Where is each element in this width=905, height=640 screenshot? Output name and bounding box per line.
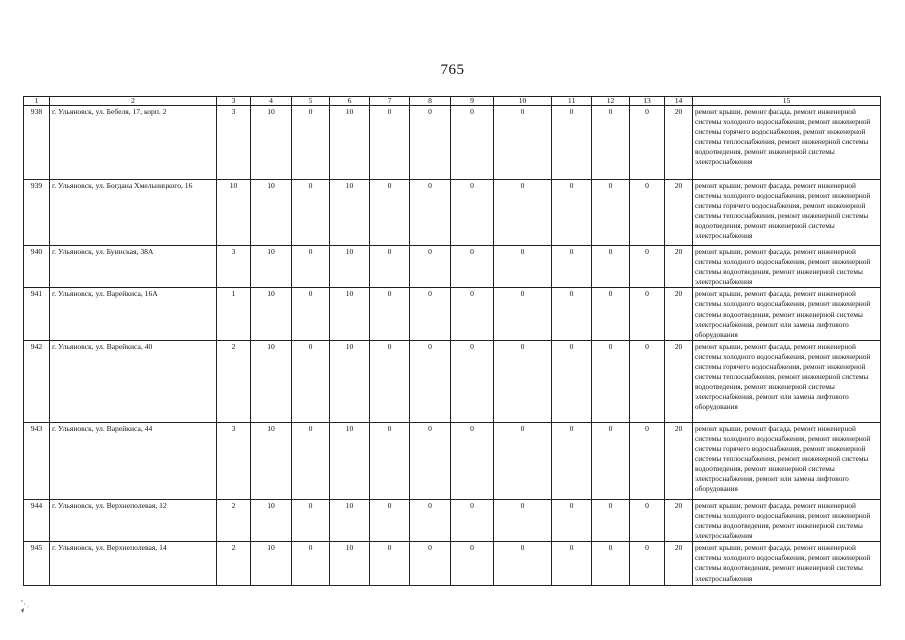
column-header: 6 — [330, 97, 370, 106]
table-row — [24, 288, 881, 340]
scan-speck-mark — [18, 598, 32, 616]
row-value: 0 — [410, 422, 451, 499]
row-value: 0 — [592, 288, 630, 340]
row-value: 0 — [370, 340, 410, 422]
row-works: ремонт крыши, ремонт фасада, ремонт инженерной системы холодного водоснабжения, ремонт инженерной системы водоотведения, ремонт инженерной системы электроснабжения — [693, 499, 881, 541]
row-value: 0 — [410, 246, 451, 288]
row-value: 0 — [292, 246, 330, 288]
row-address: г. Ульяновск, ул. Верхнеполевая, 14 — [50, 542, 217, 586]
row-value: 0 — [370, 542, 410, 586]
row-value: 0 — [410, 106, 451, 180]
row-works: ремонт крыши, ремонт фасада, ремонт инженерной системы холодного водоснабжения, ремонт инженерной системы водоотведения, ремонт инженерной системы электроснабжения, ремонт или замена лифтового оборудования — [693, 288, 881, 340]
row-value: 0 — [292, 499, 330, 541]
row-value: 20 — [665, 288, 693, 340]
row-number: 945 — [24, 542, 50, 586]
row-value: 0 — [370, 246, 410, 288]
row-value: 10 — [330, 288, 370, 340]
column-header: 2 — [50, 97, 217, 106]
row-value: 0 — [630, 499, 665, 541]
column-header: 15 — [693, 97, 881, 106]
row-value: 0 — [552, 180, 592, 246]
table-row — [24, 542, 881, 586]
row-value: 2 — [217, 499, 251, 541]
row-value: 10 — [330, 180, 370, 246]
table-body — [24, 106, 881, 586]
row-value: 0 — [451, 106, 494, 180]
column-header: 11 — [552, 97, 592, 106]
row-value: 0 — [552, 542, 592, 586]
row-value: 0 — [630, 542, 665, 586]
row-value: 0 — [292, 288, 330, 340]
row-value: 20 — [665, 246, 693, 288]
row-number: 939 — [24, 180, 50, 246]
row-value: 10 — [251, 180, 292, 246]
row-value: 1 — [217, 288, 251, 340]
row-value: 0 — [630, 106, 665, 180]
row-address: г. Ульяновск, ул. Богдана Хмельницкого, 16 — [50, 180, 217, 246]
table-row — [24, 246, 881, 288]
row-works: ремонт крыши, ремонт фасада, ремонт инженерной системы холодного водоснабжения, ремонт инженерной системы горячего водоснабжения, ремонт инженерной системы теплоснабжения, ремонт инженерной системы водоотведения, ремонт инженерной системы электроснабжения, ремонт или замена лифтового оборудования — [693, 340, 881, 422]
row-value: 10 — [251, 288, 292, 340]
table-row — [24, 180, 881, 246]
row-value: 0 — [410, 499, 451, 541]
row-value: 3 — [217, 246, 251, 288]
column-header: 3 — [217, 97, 251, 106]
row-value: 0 — [370, 180, 410, 246]
row-value: 3 — [217, 106, 251, 180]
row-value: 20 — [665, 499, 693, 541]
row-value: 0 — [410, 288, 451, 340]
row-value: 10 — [251, 499, 292, 541]
row-value: 0 — [494, 288, 552, 340]
row-value: 10 — [217, 180, 251, 246]
page-number: 765 — [440, 62, 465, 78]
row-value: 0 — [630, 288, 665, 340]
row-value: 0 — [451, 542, 494, 586]
row-value: 0 — [370, 499, 410, 541]
row-value: 0 — [292, 422, 330, 499]
row-value: 20 — [665, 542, 693, 586]
row-value: 0 — [410, 180, 451, 246]
row-value: 0 — [592, 106, 630, 180]
row-value: 10 — [330, 499, 370, 541]
row-works: ремонт крыши, ремонт фасада, ремонт инженерной системы холодного водоснабжения, ремонт инженерной системы горячего водоснабжения, ремонт инженерной системы теплоснабжения, ремонт инженерной системы водоотведения, ремонт инженерной системы электроснабжения — [693, 180, 881, 246]
row-value: 0 — [494, 422, 552, 499]
column-header: 4 — [251, 97, 292, 106]
column-header: 14 — [665, 97, 693, 106]
row-value: 0 — [592, 542, 630, 586]
row-value: 0 — [451, 288, 494, 340]
row-number: 941 — [24, 288, 50, 340]
row-value: 10 — [251, 542, 292, 586]
column-header: 5 — [292, 97, 330, 106]
row-value: 0 — [451, 180, 494, 246]
row-value: 0 — [552, 246, 592, 288]
column-header: 13 — [630, 97, 665, 106]
row-value: 0 — [370, 106, 410, 180]
row-value: 0 — [630, 180, 665, 246]
row-value: 0 — [494, 542, 552, 586]
row-value: 0 — [451, 340, 494, 422]
row-value: 20 — [665, 106, 693, 180]
row-value: 3 — [217, 422, 251, 499]
row-number: 940 — [24, 246, 50, 288]
row-value: 0 — [592, 246, 630, 288]
row-value: 0 — [410, 542, 451, 586]
table-row — [24, 106, 881, 180]
table-header — [24, 97, 881, 106]
row-value: 0 — [292, 106, 330, 180]
row-number: 942 — [24, 340, 50, 422]
row-value: 0 — [630, 340, 665, 422]
row-value: 0 — [552, 422, 592, 499]
row-value: 0 — [494, 106, 552, 180]
row-value: 10 — [251, 246, 292, 288]
row-address: г. Ульяновск, ул. Буинская, 38А — [50, 246, 217, 288]
row-value: 10 — [251, 422, 292, 499]
row-address: г. Ульяновск, ул. Верхнеполевая, 12 — [50, 499, 217, 541]
row-value: 2 — [217, 340, 251, 422]
row-value: 0 — [592, 180, 630, 246]
row-number: 943 — [24, 422, 50, 499]
row-address: г. Ульяновск, ул. Варейкиса, 40 — [50, 340, 217, 422]
column-header: 8 — [410, 97, 451, 106]
row-value: 20 — [665, 180, 693, 246]
column-header: 7 — [370, 97, 410, 106]
row-value: 10 — [251, 106, 292, 180]
row-value: 10 — [251, 340, 292, 422]
column-header: 12 — [592, 97, 630, 106]
row-value: 20 — [665, 340, 693, 422]
table-row — [24, 422, 881, 499]
row-value: 0 — [292, 542, 330, 586]
row-works: ремонт крыши, ремонт фасада, ремонт инженерной системы холодного водоснабжения, ремонт инженерной системы водоотведения, ремонт инженерной системы электроснабжения — [693, 246, 881, 288]
row-works: ремонт крыши, ремонт фасада, ремонт инженерной системы холодного водоснабжения, ремонт инженерной системы водоотведения, ремонт инженерной системы электроснабжения — [693, 542, 881, 586]
row-value: 0 — [451, 422, 494, 499]
table-row — [24, 499, 881, 541]
row-value: 0 — [451, 246, 494, 288]
row-value: 0 — [552, 499, 592, 541]
row-value: 10 — [330, 542, 370, 586]
row-value: 0 — [494, 499, 552, 541]
row-value: 0 — [552, 106, 592, 180]
row-value: 0 — [451, 499, 494, 541]
row-value: 0 — [494, 246, 552, 288]
row-value: 0 — [630, 422, 665, 499]
row-address: г. Ульяновск, ул. Варейкиса, 16А — [50, 288, 217, 340]
row-value: 10 — [330, 106, 370, 180]
table-row — [24, 340, 881, 422]
row-value: 0 — [494, 180, 552, 246]
repair-register-table — [23, 96, 881, 586]
row-value: 0 — [292, 180, 330, 246]
column-header: 1 — [24, 97, 50, 106]
row-value: 0 — [370, 422, 410, 499]
row-value: 0 — [370, 288, 410, 340]
row-address: г. Ульяновск, ул. Варейкиса, 44 — [50, 422, 217, 499]
row-value: 10 — [330, 246, 370, 288]
row-number: 938 — [24, 106, 50, 180]
column-header: 9 — [451, 97, 494, 106]
row-value: 0 — [494, 340, 552, 422]
row-value: 0 — [292, 340, 330, 422]
row-works: ремонт крыши, ремонт фасада, ремонт инженерной системы холодного водоснабжения, ремонт инженерной системы горячего водоснабжения, ремонт инженерной системы теплоснабжения, ремонт инженерной системы водоотведения, ремонт инженерной системы электроснабжения, ремонт или замена лифтового оборудования — [693, 422, 881, 499]
row-value: 10 — [330, 422, 370, 499]
row-value: 0 — [592, 340, 630, 422]
row-value: 0 — [592, 422, 630, 499]
row-value: 0 — [410, 340, 451, 422]
row-value: 0 — [552, 288, 592, 340]
row-value: 20 — [665, 422, 693, 499]
row-value: 0 — [552, 340, 592, 422]
row-number: 944 — [24, 499, 50, 541]
row-value: 10 — [330, 340, 370, 422]
row-value: 0 — [630, 246, 665, 288]
column-number-row — [24, 97, 881, 106]
row-value: 2 — [217, 542, 251, 586]
column-header: 10 — [494, 97, 552, 106]
row-address: г. Ульяновск, ул. Бебеля, 17, корп. 2 — [50, 106, 217, 180]
row-value: 0 — [592, 499, 630, 541]
row-works: ремонт крыши, ремонт фасада, ремонт инженерной системы холодного водоснабжения, ремонт инженерной системы горячего водоснабжения, ремонт инженерной системы теплоснабжения, ремонт инженерной системы водоотведения, ремонт инженерной системы электроснабжения — [693, 106, 881, 180]
